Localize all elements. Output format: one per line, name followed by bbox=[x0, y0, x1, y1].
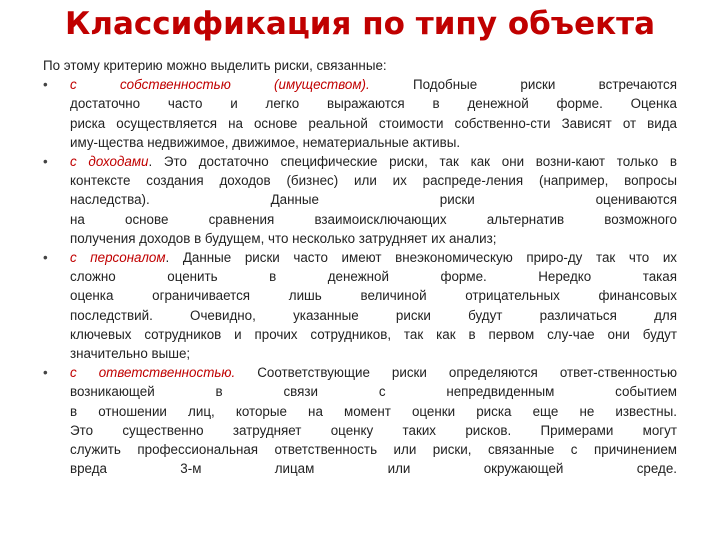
item-line: наследства). Данные риски оцениваются bbox=[70, 192, 677, 208]
item-text: . Это достаточно специфические риски, так как они возни-кают только в bbox=[148, 154, 677, 170]
list-item-income bbox=[43, 152, 677, 248]
bullet-icon: • bbox=[43, 365, 48, 381]
slide-title: Классификация по типу объекта bbox=[64, 6, 656, 42]
bullet-icon: • bbox=[43, 250, 48, 266]
item-line: Это существенно затрудняет оценку таких рисков. Примерами могут bbox=[70, 422, 677, 438]
bullet-icon: • bbox=[43, 154, 48, 170]
list-item-personnel bbox=[43, 248, 677, 363]
item-keyword: с доходами bbox=[70, 154, 149, 170]
item-line bbox=[70, 363, 677, 382]
intro-text: По этому критерию можно выделить риски, связанные: bbox=[43, 58, 387, 73]
risk-list bbox=[43, 75, 677, 478]
item-line: на основе сравнения взаимоисключающих альтернатив возможного bbox=[70, 211, 677, 227]
item-line: риска осуществляется на основе реальной стоимости собственно-сти Зависят от вида bbox=[70, 115, 677, 131]
item-line: контексте создания доходов (бизнес) или их распреде-ления (например, вопросы bbox=[70, 173, 677, 189]
item-line: получения доходов в будущем, что несколько затрудняет их анализ; bbox=[70, 230, 497, 246]
item-text: Подобные риски встречаются bbox=[369, 77, 677, 93]
item-line: ключевых сотрудников и прочих сотрудников, так как в первом слу-чае они будут bbox=[70, 326, 677, 342]
item-line: иму-щества недвижимое, движимое, нематериальные активы. bbox=[70, 134, 461, 150]
item-line bbox=[70, 248, 677, 267]
bullet-icon: • bbox=[43, 77, 48, 93]
list-item-property bbox=[43, 75, 677, 152]
item-line bbox=[70, 75, 677, 94]
item-line: возникающей в связи с непредвиденным событием bbox=[70, 384, 677, 400]
item-text: Соответствующие риски определяются ответ-ственностью bbox=[235, 365, 677, 381]
list-item-liability bbox=[43, 363, 677, 478]
item-keyword: с ответственностью. bbox=[70, 365, 236, 381]
item-text: . Данные риски часто имеют внеэкономическую приро-ду так что их bbox=[165, 250, 678, 266]
item-line: сложно оценить в денежной форме. Нередко такая bbox=[70, 269, 677, 285]
slide-body bbox=[43, 56, 677, 478]
item-line bbox=[70, 152, 677, 171]
item-line: последствий. Очевидно, указанные риски будут различаться для bbox=[70, 307, 677, 323]
item-line: вреда 3-м лицам или окружающей среде. bbox=[70, 461, 677, 477]
item-line: достаточно часто и легко выражаются в денежной форме. Оценка bbox=[70, 96, 677, 112]
item-line: служить профессиональная ответственность или риски, связанные с причинением bbox=[70, 442, 677, 458]
item-keyword: с собственностью (имуществом). bbox=[70, 77, 370, 93]
item-line: оценка ограничивается лишь величиной отрицательных финансовых bbox=[70, 288, 677, 304]
item-line: в отношении лиц, которые на момент оценки риска еще не известны. bbox=[70, 403, 677, 419]
item-keyword: с персоналом bbox=[70, 250, 166, 266]
item-line: значительно выше; bbox=[70, 346, 191, 362]
